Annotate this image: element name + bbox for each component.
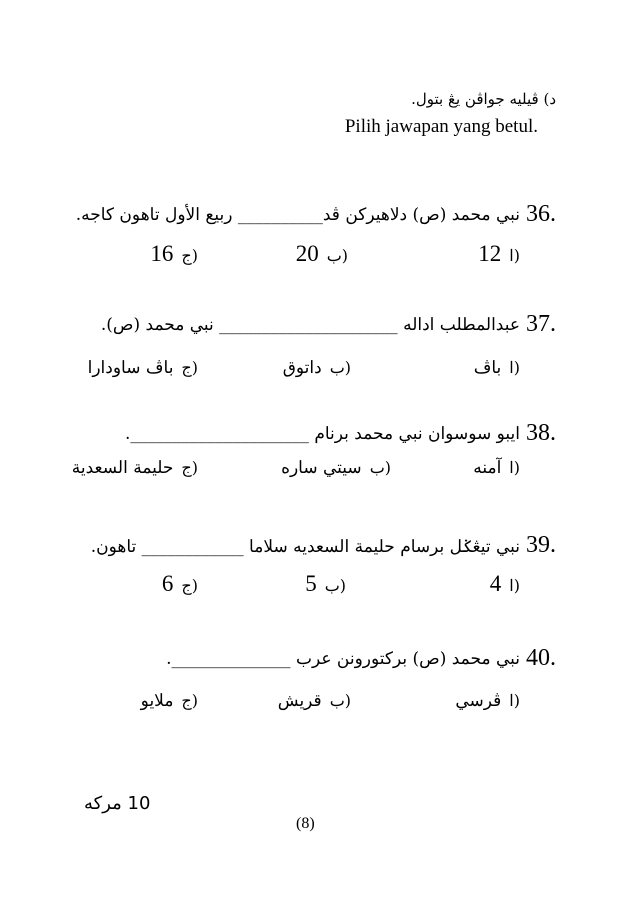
option-c [141,691,198,711]
question-number: 37. [526,311,556,337]
option-a [478,241,520,267]
option-value: داتوق [282,358,322,378]
option-value: قريش [277,691,322,711]
option-letter: ج) [181,458,198,477]
option-letter: ب) [369,458,391,477]
option-letter: ج) [181,576,198,595]
option-b [296,241,348,267]
question-text: عبدالمطلب اداله _____________________ نبي محمد (ص). [100,315,520,335]
option-letter: ا) [509,691,520,710]
option-letter: ج) [181,246,198,265]
option-value: سيتي ساره [281,458,362,478]
question-text: نبي محمد (ص) دلاهيركن ڤد__________ ربيع الأول تاهون كاجه. [75,205,520,225]
option-value: 4 [489,571,502,596]
option-value: 20 [295,241,319,266]
option-letter: ا) [509,358,520,377]
option-c [150,241,198,267]
question-number: 39. [526,532,556,558]
option-value: 6 [161,571,174,596]
option-letter: ب) [324,576,346,595]
instruction-rumi: Pilih jawapan yang betul. [344,116,538,137]
option-c [88,358,198,378]
option-value: باڤ ساودارا [87,358,174,378]
option-letter: ج) [181,358,198,377]
marks-label: 10 مركه [84,793,151,814]
option-a [474,358,520,378]
question-text: نبي محمد (ص) بركتورونن عرب ______________. [166,649,520,669]
option-value: 5 [305,571,317,596]
option-letter: ب) [326,246,348,265]
instruction-jawi: د) ڤيليه جواڤن يڠ بتول. [411,90,556,108]
option-b [305,571,346,597]
question-text: نبي تيڠݢل برسام حليمة السعديه سلاما ____________ تاهون. [90,537,520,557]
option-c [72,458,198,478]
option-b [283,358,351,378]
option-value: حليمة السعدية [71,458,174,478]
option-value: 12 [478,241,502,266]
option-letter: ب) [329,358,351,377]
question-text: ايبو سوسوان نبي محمد برنام _____________________. [125,424,520,444]
option-value: ڤرسي [455,691,502,711]
option-value: 16 [150,241,174,266]
question-number: 40. [526,645,556,671]
option-letter: ب) [329,691,351,710]
option-letter: ج) [181,691,198,710]
page-number: (8) [296,815,315,832]
option-c [162,571,198,597]
option-a [490,571,520,597]
option-a [455,691,520,711]
option-b [278,691,351,711]
option-value: ملايو [140,691,174,711]
option-letter: ا) [509,576,520,595]
option-letter: ا) [509,246,520,265]
option-letter: ا) [509,458,520,477]
question-number: 36. [526,201,556,227]
option-value: باڤ [473,358,502,378]
question-number: 38. [526,420,556,446]
option-a [473,458,520,478]
option-value: آمنه [473,458,502,478]
option-b [281,458,391,478]
